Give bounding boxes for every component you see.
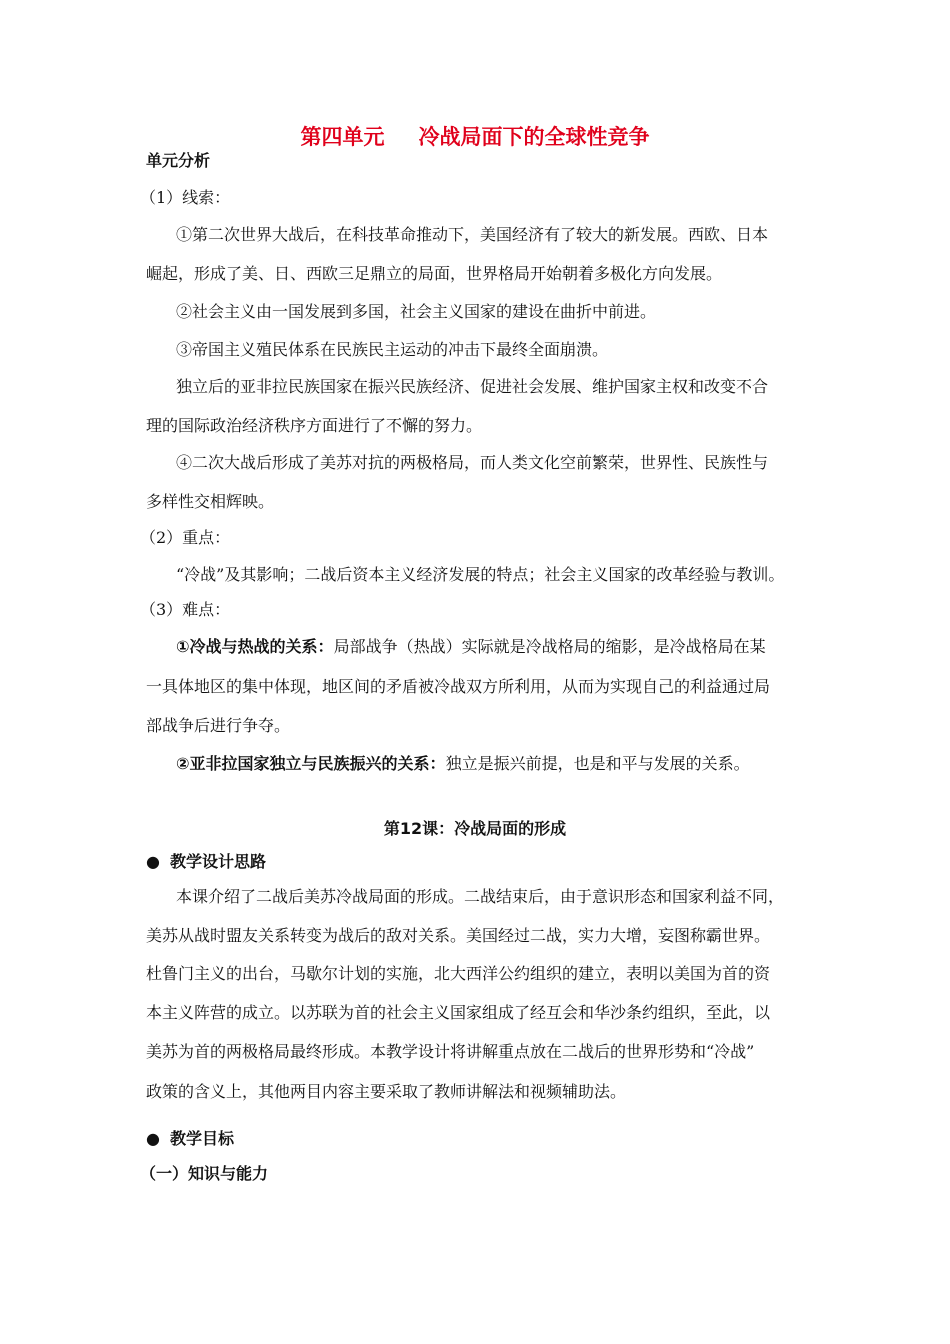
clue-3: ③帝国主义殖民体系在民族民主运动的冲击下最终全面崩溃。	[176, 340, 609, 359]
clue-3b-line-1: 独立后的亚非拉民族国家在振兴民族经济、促进社会发展、维护国家主权和改变不合	[176, 377, 769, 396]
clue-1-line-1: ①第二次世界大战后，在科技革命推动下，美国经济有了较大的新发展。西欧、日本	[176, 225, 769, 244]
unit-number: 第四单元	[300, 125, 385, 149]
clue-1-line-2: 崛起，形成了美、日、西欧三足鼎立的局面，世界格局开始朝着多极化方向发展。	[146, 264, 723, 283]
unit-analysis-heading: 单元分析	[146, 151, 211, 170]
key-points-text: “冷战”及其影响；二战后资本主义经济发展的特点；社会主义国家的改革经验与教训。	[176, 565, 785, 584]
design-line-2: 美苏从战时盟友关系转变为战后的敌对关系。美国经过二战，实力大增，妄图称霸世界。	[146, 926, 771, 945]
bullet-icon: ●	[146, 852, 160, 871]
difficulty-2-line	[176, 754, 750, 774]
design-line-1: 本课介绍了二战后美苏冷战局面的形成。二战结束后，由于意识形态和国家利益不同，	[176, 887, 785, 906]
key-points-label: （2）重点：	[140, 528, 231, 547]
difficulty-1-line-1	[176, 637, 766, 657]
difficulty-1-text: 局部战争（热战）实际就是冷战格局的缩影，是冷战格局在某	[333, 637, 766, 656]
design-line-3: 杜鲁门主义的出台，马歇尔计划的实施，北大西洋公约组织的建立，表明以美国为首的资	[146, 964, 771, 983]
knowledge-heading: （一）知识与能力	[140, 1164, 269, 1183]
difficulty-2-title: ②亚非拉国家独立与民族振兴的关系：	[176, 754, 446, 773]
design-line-5: 美苏为首的两极格局最终形成。本教学设计将讲解重点放在二战后的世界形势和“冷战”	[146, 1042, 755, 1061]
unit-name: 冷战局面下的全球性竞争	[418, 125, 650, 149]
clue-2: ②社会主义由一国发展到多国，社会主义国家的建设在曲折中前进。	[176, 302, 657, 321]
difficulty-1-line-2: 一具体地区的集中体现，地区间的矛盾被冷战双方所利用，从而为实现自己的利益通过局	[146, 677, 771, 696]
unit-title	[0, 124, 950, 150]
bullet-icon: ●	[146, 1129, 160, 1148]
difficulty-2-text: 独立是振兴前提，也是和平与发展的关系。	[445, 754, 750, 773]
design-line-6: 政策的含义上，其他两目内容主要采取了教师讲解法和视频辅助法。	[146, 1082, 627, 1101]
design-heading-row	[146, 852, 266, 872]
clues-label: （1）线索：	[140, 188, 231, 207]
difficulties-label: （3）难点：	[140, 600, 231, 619]
design-line-4: 本主义阵营的成立。以苏联为首的社会主义国家组成了经互会和华沙条约组织，至此，以	[146, 1003, 771, 1022]
clue-3b-line-2: 理的国际政治经济秩序方面进行了不懈的努力。	[146, 416, 483, 435]
design-heading: 教学设计思路	[170, 852, 267, 871]
difficulty-1-line-3: 部战争后进行争夺。	[146, 716, 291, 735]
clue-4-line-2: 多样性交相辉映。	[146, 492, 275, 511]
goals-heading: 教学目标	[170, 1129, 235, 1148]
clue-4-line-1: ④二次大战后形成了美苏对抗的两极格局，而人类文化空前繁荣，世界性、民族性与	[176, 453, 769, 472]
lesson-title: 第12课：冷战局面的形成	[383, 819, 567, 838]
goals-heading-row	[146, 1129, 234, 1149]
difficulty-1-title: ①冷战与热战的关系：	[176, 637, 334, 656]
